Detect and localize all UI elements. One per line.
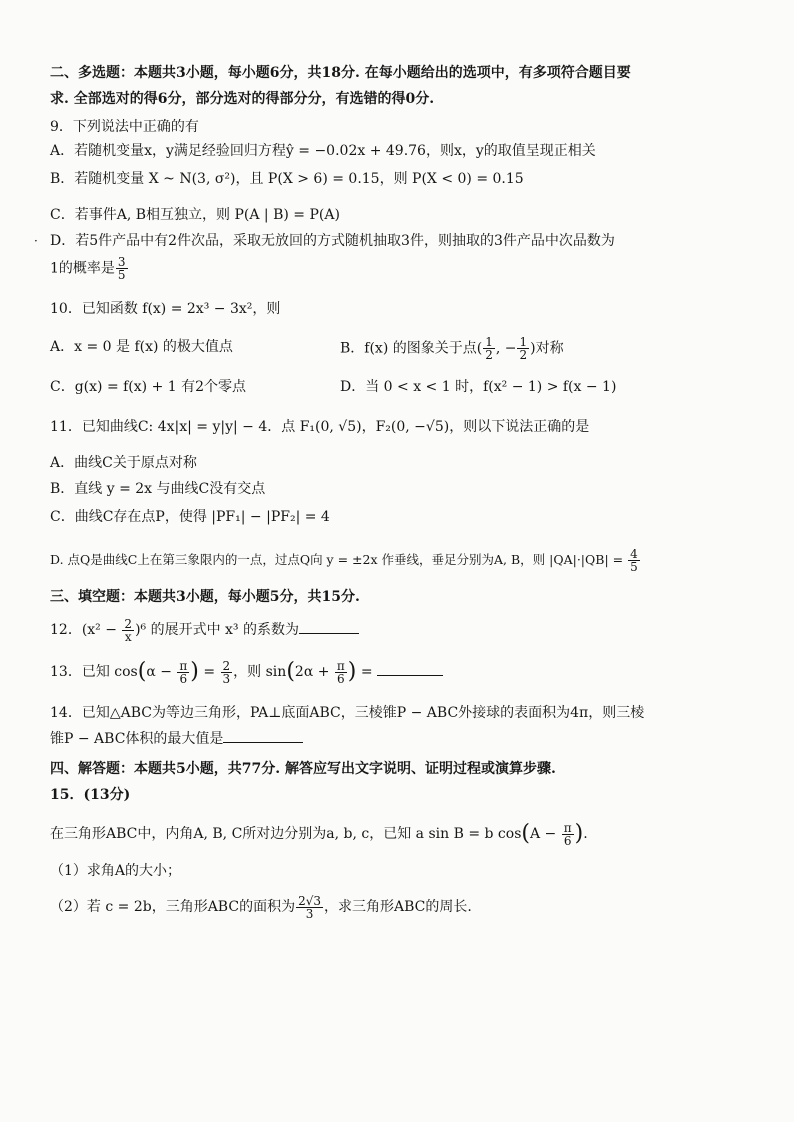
q9-option-d-line2: [50, 256, 129, 281]
q11-option-d: D. 点Q是曲线C上在第三象限内的一点，过点Q向 y = ±2x 作垂线，垂足分别为A, B，则 |QA|·|QB| = $\frac{4}{5}$: [50, 547, 638, 574]
margin-mark: ·: [34, 234, 38, 248]
q14-line2: 锥P − ABC体积的最大值是: [50, 730, 303, 748]
q11-option-b: B．直线 y = 2x 与曲线C没有交点: [50, 481, 266, 497]
q10-option-c: C．g(x) = f(x) + 1 有2个零点: [50, 379, 247, 395]
q10-option-a: A．x = 0 是 f(x) 的极大值点: [50, 339, 233, 355]
section-2-heading-line1: 二、多选题：本题共3小题，每小题6分，共18分. 在每小题给出的选项中，有多项符合题目要: [50, 65, 631, 81]
q14-answer-blank: [223, 742, 303, 743]
q13: 13．已知 cos(α − $\frac{\pi}{6}$ ) = $\frac{2}{3}$ ，则 sin(2α + $\frac{\pi}{6}$ ) =: [50, 656, 443, 688]
q10-stem: 10．已知函数 f(x) = 2x³ − 3x²，则: [50, 301, 281, 317]
q15-part2: （2）若 c = 2b，三角形ABC的面积为 $\frac{2√3}{3}$ ，求三角形ABC的周长.: [50, 893, 472, 921]
q10-option-d: D．当 0 < x < 1 时，f(x² − 1) > f(x − 1): [340, 379, 617, 395]
q11-option-a: A．曲线C关于原点对称: [50, 455, 197, 471]
q9-option-d-line1: D．若5件产品中有2件次品，采取无放回的方式随机抽取3件，则抽取的3件产品中次品数为: [50, 233, 615, 249]
q11-option-c: C．曲线C存在点P，使得 |PF₁| − |PF₂| = 4: [50, 509, 330, 525]
q9-d-fraction: $\frac{3}{5}$: [117, 255, 126, 282]
q11-stem: 11．已知曲线C: 4x|x| = y|y| − 4．点 F₁(0, √5)，F₂(0, −√5)，则以下说法正确的是: [50, 419, 590, 435]
q15-stem: 在三角形ABC中，内角A, B, C所对边分别为a, b, c，已知 a sin B = b cos(A − $\frac{\pi}{6}$ ).: [50, 820, 588, 848]
q9-option-a: A．若随机变量x，y满足经验回归方程ŷ = −0.02x + 49.76，则x，y的取值呈现正相关: [50, 143, 596, 159]
q9-option-b: B．若随机变量 X ~ N(3, σ²)，且 P(X > 6) = 0.15，则 P(X < 0) = 0.15: [50, 171, 524, 187]
q15-part1: （1）求角A的大小；: [50, 863, 182, 879]
section-2-heading-line2: 求. 全部选对的得6分，部分选对的得部分分，有选错的得0分.: [50, 91, 435, 107]
section-3-heading: 三、填空题：本题共3小题，每小题5分，共15分.: [50, 589, 360, 605]
q10-option-b: B．f(x) 的图象关于点( $\frac{1}{2}$ , − $\frac{1}{2}$ )对称: [340, 335, 564, 362]
q9-stem: 9．下列说法中正确的有: [50, 119, 199, 135]
q12: 12．(x² − $\frac{2}{x}$ )⁶ 的展开式中 x³ 的系数为: [50, 616, 359, 644]
q9-d-text: 1的概率是: [50, 260, 115, 277]
q15-area-fraction: $\frac{2√3}{3}$: [298, 893, 321, 921]
q14-line1: 14．已知△ABC为等边三角形，PA⊥底面ABC，三棱锥P − ABC外接球的表面积为4π，则三棱: [50, 705, 645, 721]
section-4-heading: 四、解答题：本题共5小题，共77分. 解答应写出文字说明、证明过程或演算步骤.: [50, 761, 556, 777]
q12-answer-blank: [299, 633, 359, 634]
q15-heading: 15．(13分): [50, 787, 131, 803]
q11-d-fraction: $\frac{4}{5}$: [630, 547, 638, 574]
q9-option-c: C．若事件A, B相互独立，则 P(A | B) = P(A): [50, 207, 340, 223]
q13-answer-blank: [377, 675, 443, 676]
